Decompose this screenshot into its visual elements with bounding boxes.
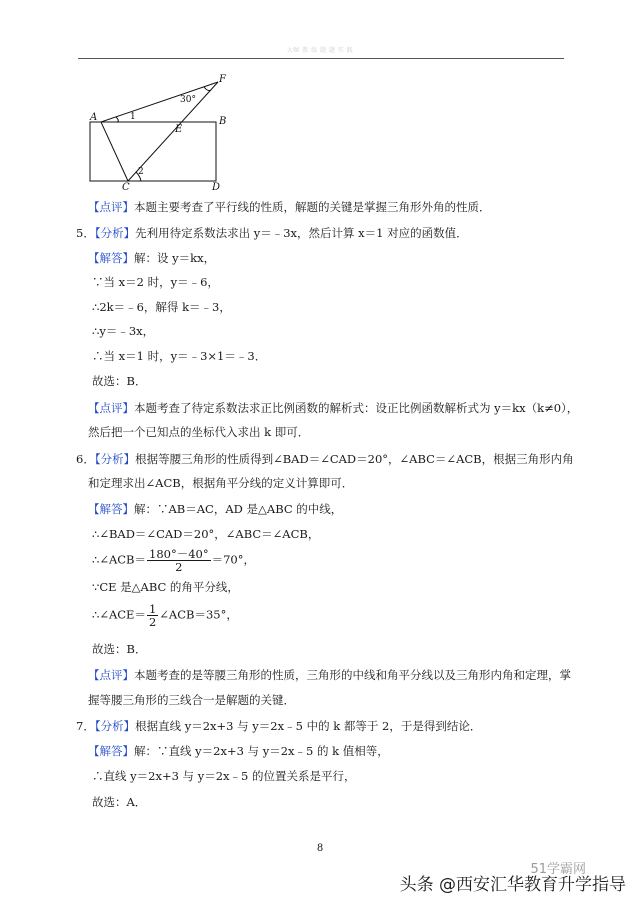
denominator: 2 [175,560,183,574]
header-rule [78,58,564,59]
q6-review-cont: 握等腰三角形的三线合一是解题的关键． [88,693,295,707]
review-tag: 【点评】 [88,668,134,682]
analysis-tag: 【分析】 [94,226,136,240]
answer-text: 解：设 y＝kx， [134,251,216,265]
q6-step-fraction [92,548,255,573]
q5-step: ∴当 x＝1 时，y＝﹣3×1＝﹣3． [92,349,267,363]
numerator: 1 [148,602,157,616]
q5-step: ∴y＝﹣3x， [92,324,155,338]
label-e: E [175,124,183,135]
analysis-tag: 【分析】 [94,719,136,733]
question-number: 7． [76,719,95,733]
question-number: 5． [76,226,95,240]
site-logo: 51学霸网 [530,862,586,877]
q5-review [88,401,578,416]
answer-text: 解：∵AB＝AC，AD 是△ABC 的中线， [134,502,343,516]
answer-text: 解：∵直线 y＝2x+3 与 y＝2x﹣5 的 k 值相等， [134,744,389,758]
review-tag: 【点评】 [88,401,134,415]
review-text: 本题考查的是等腰三角形的性质，三角形的中线和角平分线以及三角形内角和定理，掌 [134,668,571,682]
label-angle-2: 2 [138,167,144,177]
q5-step: 故选：B． [92,374,147,388]
line-ac [101,122,128,181]
step-prefix: ∴∠ACB＝ [92,552,147,567]
q6-step: ∵CE 是△ABC 的角平分线， [92,580,239,594]
analysis-text: 根据等腰三角形的性质得到∠BAD＝∠CAD＝20°，∠ABC＝∠ACB，根据三角形内角 [135,452,574,466]
question-number: 6． [76,452,95,466]
step-suffix: ＝70°， [211,552,255,567]
q7-step: 故选：A． [92,795,147,809]
label-a: A [90,112,98,123]
label-c: C [122,182,130,193]
step-suffix: ∠ACB＝35°， [159,607,238,622]
step-prefix: ∴∠ACE＝ [92,607,146,622]
label-b: B [219,116,227,127]
review-text: 本题主要考查了平行线的性质，解题的关键是掌握三角形外角的性质． [134,200,491,214]
geometry-figure [80,72,240,194]
q5-answer [88,251,215,266]
rectangle-abdc [90,122,216,181]
q7-analysis [76,719,481,734]
q6-review [88,668,571,683]
q6-answer [88,502,342,517]
fraction [147,548,211,573]
label-angle-1: 1 [130,112,136,122]
q5-analysis [76,226,468,241]
q4-review [88,200,491,215]
q6-step: ∴∠BAD＝∠CAD＝20°，∠ABC＝∠ACB， [92,527,320,541]
q6-analysis [76,452,574,467]
angle-30-arc [204,87,211,91]
answer-tag: 【解答】 [88,502,134,516]
q7-step: ∴直线 y＝2x+3 与 y＝2x﹣5 的位置关系是平行， [92,769,356,783]
review-tag: 【点评】 [88,200,134,214]
fraction [147,603,158,628]
q6-step-fraction [92,603,238,628]
angle-1-arc [116,117,118,122]
answer-tag: 【解答】 [88,744,134,758]
answer-tag: 【解答】 [88,251,134,265]
watermark-text: 头条 @西安汇华教育升学指导 [399,875,626,895]
q5-step: ∴2k＝﹣6，解得 k＝﹣3， [92,300,231,314]
analysis-text: 先利用待定系数法求出 y＝﹣3x，然后计算 x＝1 对应的函数值． [135,226,468,240]
q6-step: 故选：B． [92,642,147,656]
label-angle-30: 30° [180,95,196,105]
page-header: 大咖 教 练 题 题 实 践 [286,47,354,54]
analysis-text: 根据直线 y＝2x+3 与 y＝2x﹣5 中的 k 都等于 2，于是得到结论． [135,719,482,733]
denominator: 2 [148,615,157,629]
watermark [399,862,626,895]
label-f: F [219,74,226,85]
page-number: 8 [316,843,324,854]
numerator: 180°－40° [149,547,209,561]
label-d: D [212,182,221,193]
analysis-tag: 【分析】 [94,452,136,466]
review-text: 本题考查了待定系数法求正比例函数的解析式：设正比例函数解析式为 y＝kx（k≠0）， [134,401,579,415]
q7-answer [88,744,389,759]
q6-analysis-cont: 和定理求出∠ACB，根据角平分线的定义计算即可． [88,476,354,490]
q5-review-cont: 然后把一个已知点的坐标代入求出 k 即可． [88,425,310,439]
q5-step: ∵当 x＝2 时，y＝﹣6， [92,275,219,289]
